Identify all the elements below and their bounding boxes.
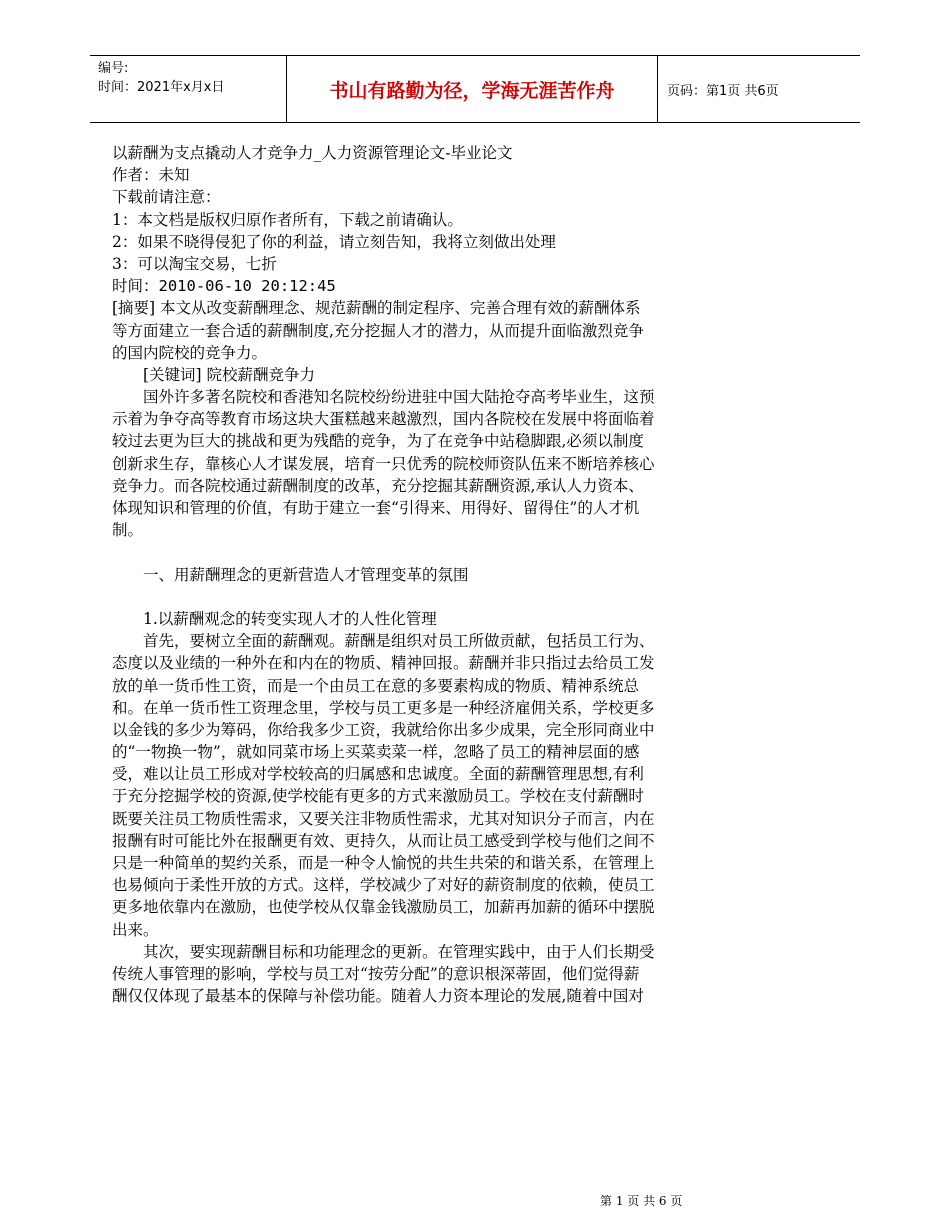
spacer xyxy=(112,541,772,563)
paragraph-line: 和。在单一货币性工资理念里，学校与员工更多是一种经济雇佣关系，学校更多 xyxy=(112,698,655,717)
paragraph-line: 的“一物换一物”，就如同菜市场上买菜卖菜一样，忽略了员工的精神层面的感 xyxy=(112,743,640,762)
keywords: [关键词] 院校薪酬竞争力 xyxy=(143,365,316,384)
paragraph-line: 也易倾向于柔性开放的方式。这样，学校减少了对好的薪资制度的依赖，使员工 xyxy=(112,876,655,895)
section-heading: 一、用薪酬理念的更新营造人才管理变革的氛围 xyxy=(143,565,469,584)
document-body xyxy=(112,142,772,1007)
time-label: 时间：2021年x月x日 xyxy=(98,80,225,95)
paragraph-line: 以金钱的多少为筹码，你给我多少工资，我就给你出多少成果，完全形同商业中 xyxy=(112,720,655,739)
paragraph-line: 传统人事管理的影响，学校与员工对“按劳分配”的意识根深蒂固，他们觉得薪 xyxy=(112,964,640,983)
paragraph-line: 示着为争夺高等教育市场这块大蛋糕越来越激烈，国内各院校在发展中将面临着 xyxy=(112,410,655,429)
paragraph-line: 报酬有时可能比外在报酬更有效、更持久，从而让员工感受到学校与他们之间不 xyxy=(112,831,655,850)
paragraph-line: 既要关注员工物质性需求，又要关注非物质性需求，尤其对知识分子而言，内在 xyxy=(112,809,655,828)
page-footer: 第 1 页 共 6 页 xyxy=(600,1194,683,1208)
header-motto: 书山有路勤为径，学海无涯苦作舟 xyxy=(286,56,658,122)
paragraph-line: 于充分挖掘学校的资源,使学校能有更多的方式来激励员工。学校在支付薪酬时 xyxy=(112,787,644,806)
abstract-line: 的国内院校的竞争力。 xyxy=(112,343,268,362)
paragraph-line: 制。 xyxy=(112,521,144,540)
paragraph-line: 态度以及业绩的一种外在和内在的物质、精神回报。薪酬并非只指过去给员工发 xyxy=(112,654,655,673)
paragraph-line: 酬仅仅体现了最基本的保障与补偿功能。随着人力资本理论的发展,随着中国对 xyxy=(112,987,644,1006)
header-page-label: 页码：第1页 共6页 xyxy=(667,83,779,99)
paragraph-line: 更多地依靠内在激励，也使学校从仅靠金钱激励员工，加薪再加薪的循环中摆脱 xyxy=(112,898,655,917)
abstract-line: 等方面建立一套合适的薪酬制度,充分挖掘人才的潜力，从而提升面临激烈竞争 xyxy=(112,321,644,340)
doc-title: 以薪酬为支点撬动人才竞争力_人力资源管理论文-毕业论文 xyxy=(112,144,513,162)
intro-paragraph xyxy=(112,386,772,541)
spacer xyxy=(112,586,772,608)
paragraph-line: 只是一种简单的契约关系，而是一种令人愉悦的共生共荣的和谐关系，在管理上 xyxy=(112,854,655,872)
notice-item: 1：本文档是版权归原作者所有，下载之前请确认。 xyxy=(112,210,463,229)
paragraph-1 xyxy=(112,630,772,941)
paragraph-line: 首先，要树立全面的薪酬观。薪酬是组织对员工所做贡献，包括员工行为、 xyxy=(143,632,655,651)
paragraph-line: 其次，要实现薪酬目标和功能理念的更新。在管理实践中，由于人们长期受 xyxy=(143,942,655,961)
paragraph-line: 创新求生存，靠核心人才谋发展，培育一只优秀的院校师资队伍来不断培养核心 xyxy=(112,454,655,473)
paragraph-line: 受，难以让员工形成对学校较高的归属感和忠诚度。全面的薪酬管理思想,有利 xyxy=(112,765,644,784)
page-header xyxy=(90,55,860,123)
header-meta xyxy=(90,56,294,122)
paragraph-line: 体现知识和管理的价值，有助于建立一套“引得来、用得好、留得住”的人才机 xyxy=(112,499,640,517)
subsection-heading: 1.以薪酬观念的转变实现人才的人性化管理 xyxy=(143,609,437,628)
abstract xyxy=(112,297,772,364)
notice-item: 3：可以淘宝交易，七折 xyxy=(112,254,277,273)
abstract-line: [摘要] 本文从改变薪酬理念、规范薪酬的制定程序、完善合理有效的薪酬体系 xyxy=(112,299,641,318)
number-label: 编号: xyxy=(98,61,129,76)
notice-item: 2：如果不晓得侵犯了你的利益，请立刻告知，我将立刻做出处理 xyxy=(112,232,556,251)
paragraph-line: 较过去更为巨大的挑战和更为残酷的竞争，为了在竞争中站稳脚跟,必须以制度 xyxy=(112,432,644,451)
paragraph-2 xyxy=(112,941,772,1008)
paragraph-line: 国外许多著名院校和香港知名院校纷纷进驻中国大陆抢夺高考毕业生，这预 xyxy=(143,388,655,407)
doc-time: 时间：2010-06-10 20:12:45 xyxy=(112,277,336,296)
doc-author: 作者：未知 xyxy=(112,166,190,185)
paragraph-line: 竞争力。而各院校通过薪酬制度的改革，充分挖掘其薪酬资源,承认人力资本、 xyxy=(112,476,644,495)
notice-title: 下载前请注意： xyxy=(112,188,221,207)
paragraph-line: 放的单一货币性工资，而是一个由员工在意的多要素构成的物质、精神系统总 xyxy=(112,676,640,695)
paragraph-line: 出来。 xyxy=(112,920,159,939)
